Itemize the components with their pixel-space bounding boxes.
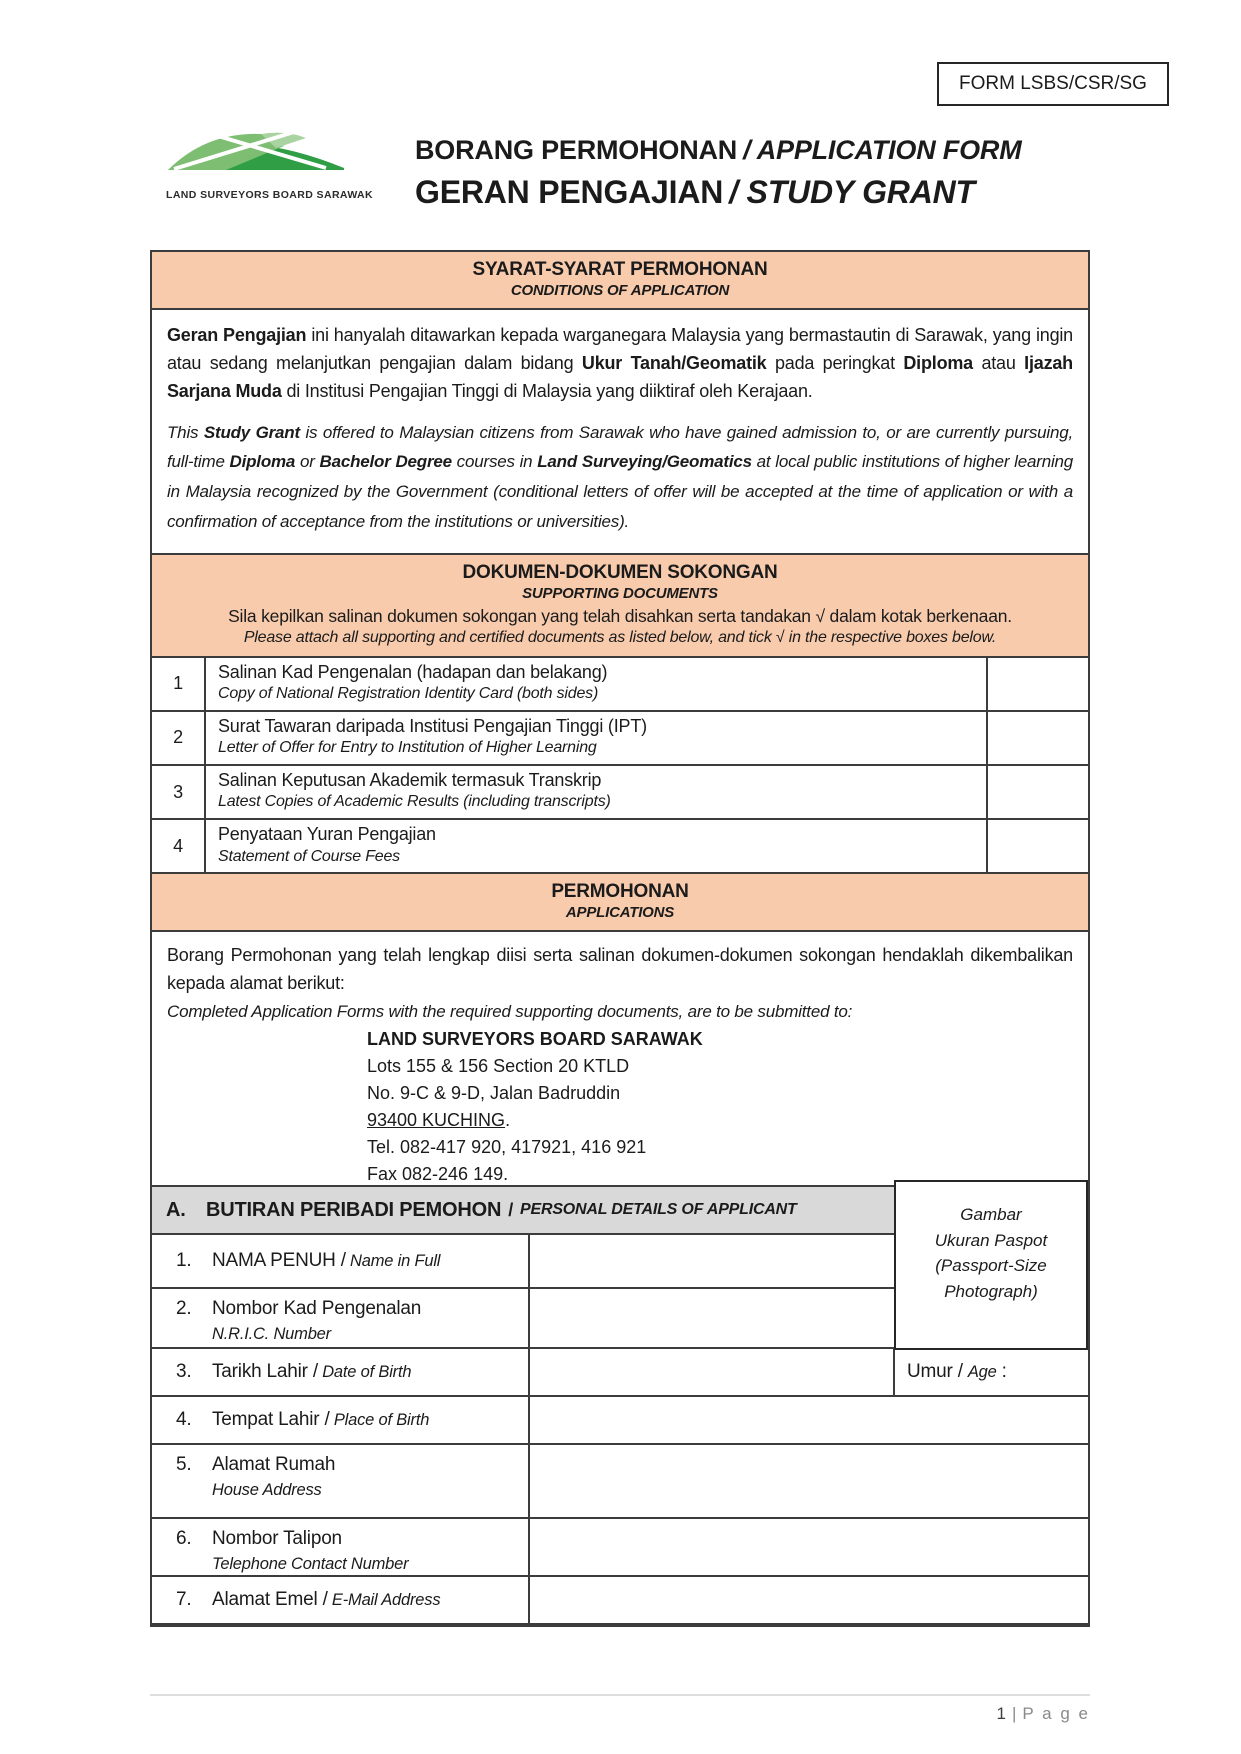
applications-paragraph-my: Borang Permohonan yang telah lengkap diisi serta salinan dokumen-dokumen sokongan hendaklah dikembalikan kepada alamat berikut: <box>167 945 1073 994</box>
field-label: 1. NAMA PENUH / Name in Full <box>152 1235 530 1287</box>
field-label: 6. Nombor Talipon Telephone Contact Number <box>152 1519 530 1575</box>
section-title-en: PERSONAL DETAILS OF APPLICANT <box>520 1201 797 1218</box>
applications-body <box>152 932 1088 1204</box>
address-tel: Tel. 082-417 920, 417921, 416 921 <box>367 1137 647 1158</box>
document-description-en: Copy of National Registration Identity Card (both sides) <box>218 685 599 703</box>
field-age[interactable]: Umur / Age : <box>907 1361 1007 1382</box>
document-description <box>206 712 988 764</box>
personal-details-section <box>150 1185 1090 1627</box>
field-label: 5. Alamat Rumah House Address <box>152 1445 530 1517</box>
documents-title-en: SUPPORTING DOCUMENTS <box>522 584 718 602</box>
field-label: 4. Tempat Lahir / Place of Birth <box>152 1397 530 1443</box>
document-description-en: Letter of Offer for Entry to Institution of Higher Learning <box>218 739 597 757</box>
section-title-separator: / <box>508 1199 514 1220</box>
field-email-address[interactable] <box>530 1577 1088 1623</box>
document-description-en: Latest Copies of Academic Results (including transcripts) <box>218 793 611 811</box>
document-number: 2 <box>152 712 206 764</box>
page-word: P a g e <box>1022 1704 1090 1723</box>
title-line-1-my: BORANG PERMOHONAN <box>415 135 738 165</box>
photo-box-line: Gambar <box>960 1205 1022 1224</box>
address-fax: Fax 082-246 149. <box>367 1164 509 1185</box>
conditions-title-my: SYARAT-SYARAT PERMOHONAN <box>472 259 768 280</box>
document-number: 3 <box>152 766 206 818</box>
form-code-text: FORM LSBS/CSR/SG <box>959 73 1147 94</box>
applications-paragraph-en: Completed Application Forms with the required supporting documents, are to be submitted to: <box>167 1002 853 1022</box>
address-city: 93400 KUCHING. <box>367 1110 511 1131</box>
conditions-body <box>152 310 1088 555</box>
table-row <box>152 766 1088 820</box>
document-description <box>206 820 988 872</box>
document-description-en: Statement of Course Fees <box>218 847 400 865</box>
documents-header <box>152 555 1088 658</box>
table-row <box>152 1445 1088 1519</box>
document-description <box>206 658 988 710</box>
address-name: LAND SURVEYORS BOARD SARAWAK <box>367 1029 703 1050</box>
field-label: 3. Tarikh Lahir / Date of Birth <box>152 1349 530 1395</box>
document-description-my: Surat Tawaran daripada Institusi Pengajian Tinggi (IPT) <box>218 715 647 736</box>
field-place-of-birth[interactable] <box>530 1397 1088 1443</box>
documents-note-en: Please attach all supporting and certified documents as listed below, and tick √ in the respective boxes below. <box>243 628 997 646</box>
table-row <box>152 1397 1088 1445</box>
submission-address <box>367 1026 1073 1188</box>
applications-title-en: APPLICATIONS <box>565 904 675 922</box>
conditions-paragraph-my: Geran Pengajian ini hanyalah ditawarkan kepada warganegara Malaysia yang bermastautin di Sarawak, yang ingin atau sedang melanjutkan pengajian dalam bidang Ukur Tanah/Geomatik pada peringkat Diploma atau Ijazah Sarjana Muda di Institusi Pengajian Tinggi di Malaysia yang diiktiraf oleh Kerajaan. <box>167 325 1073 401</box>
table-row <box>152 820 1088 874</box>
photo-box-line: Photograph) <box>944 1281 1038 1301</box>
section-label: A. <box>166 1198 186 1221</box>
tick-box-cell[interactable] <box>988 658 1088 710</box>
page-footer <box>150 1704 1090 1724</box>
tick-box-cell[interactable] <box>988 712 1088 764</box>
logo <box>166 124 374 201</box>
field-label: 7. Alamat Emel / E-Mail Address <box>152 1577 530 1623</box>
field-house-address[interactable] <box>530 1445 1088 1517</box>
table-row <box>152 1577 1088 1625</box>
conditions-title-en: CONDITIONS OF APPLICATION <box>510 282 730 299</box>
table-row <box>152 712 1088 766</box>
table-row <box>152 1349 1088 1397</box>
document-number: 4 <box>152 820 206 872</box>
document-description-my: Penyataan Yuran Pengajian <box>218 824 436 845</box>
conditions-paragraph-en: This Study Grant is offered to Malaysian citizens from Sarawak who have gained admission to, or are currently pursuing, full-time Diploma or Bachelor Degree courses in Land Surveying/Geomatics at local public institutions of higher learning in Malaysia recognized by the Government (conditional letters of offer will be accepted at the time of application or with a confirmation of acceptance from the institutions or universities). <box>167 422 1074 531</box>
document-title <box>415 135 1022 211</box>
conditions-header <box>152 252 1088 310</box>
document-description-my: Salinan Kad Pengenalan (hadapan dan belakang) <box>218 661 608 682</box>
address-line-1: Lots 155 & 156 Section 20 KTLD <box>367 1056 630 1077</box>
applications-header <box>152 874 1088 932</box>
field-date-of-birth[interactable] <box>530 1349 895 1395</box>
form-code-box <box>937 62 1169 106</box>
photo-box <box>894 1180 1088 1350</box>
title-line-2-my: GERAN PENGAJIAN <box>415 174 724 210</box>
tick-box-cell[interactable] <box>988 820 1088 872</box>
document-description-my: Salinan Keputusan Akademik termasuk Transkrip <box>218 770 602 791</box>
applications-title-my: PERMOHONAN <box>551 881 689 903</box>
table-row <box>152 658 1088 712</box>
section-title-my: BUTIRAN PERIBADI PEMOHON <box>206 1198 502 1221</box>
documents-title-my: DOKUMEN-DOKUMEN SOKONGAN <box>462 561 778 583</box>
photo-box-line: Ukuran Paspot <box>934 1230 1048 1250</box>
title-line-1 <box>415 135 1022 166</box>
logo-caption: LAND SURVEYORS BOARD SARAWAK <box>166 189 374 201</box>
table-row <box>152 1519 1088 1577</box>
document-description <box>206 766 988 818</box>
title-line-2 <box>415 174 1022 211</box>
field-label: 2. Nombor Kad Pengenalan N.R.I.C. Number <box>152 1289 530 1347</box>
page-number: 1 <box>996 1704 1006 1723</box>
logo-image <box>166 124 352 182</box>
title-line-1-en: / APPLICATION FORM <box>743 135 1022 165</box>
document-number: 1 <box>152 658 206 710</box>
footer-divider <box>150 1694 1090 1696</box>
field-telephone-number[interactable] <box>530 1519 1088 1575</box>
page-separator: | <box>1012 1704 1017 1723</box>
title-line-2-en: / STUDY GRANT <box>729 174 975 210</box>
info-table <box>150 250 1090 1206</box>
address-line-2: No. 9-C & 9-D, Jalan Badruddin <box>367 1083 621 1104</box>
photo-box-line: (Passport-Size <box>935 1256 1047 1275</box>
documents-note-my: Sila kepilkan salinan dokumen sokongan yang telah disahkan serta tandakan √ dalam kotak berkenaan. <box>228 605 1012 626</box>
tick-box-cell[interactable] <box>988 766 1088 818</box>
